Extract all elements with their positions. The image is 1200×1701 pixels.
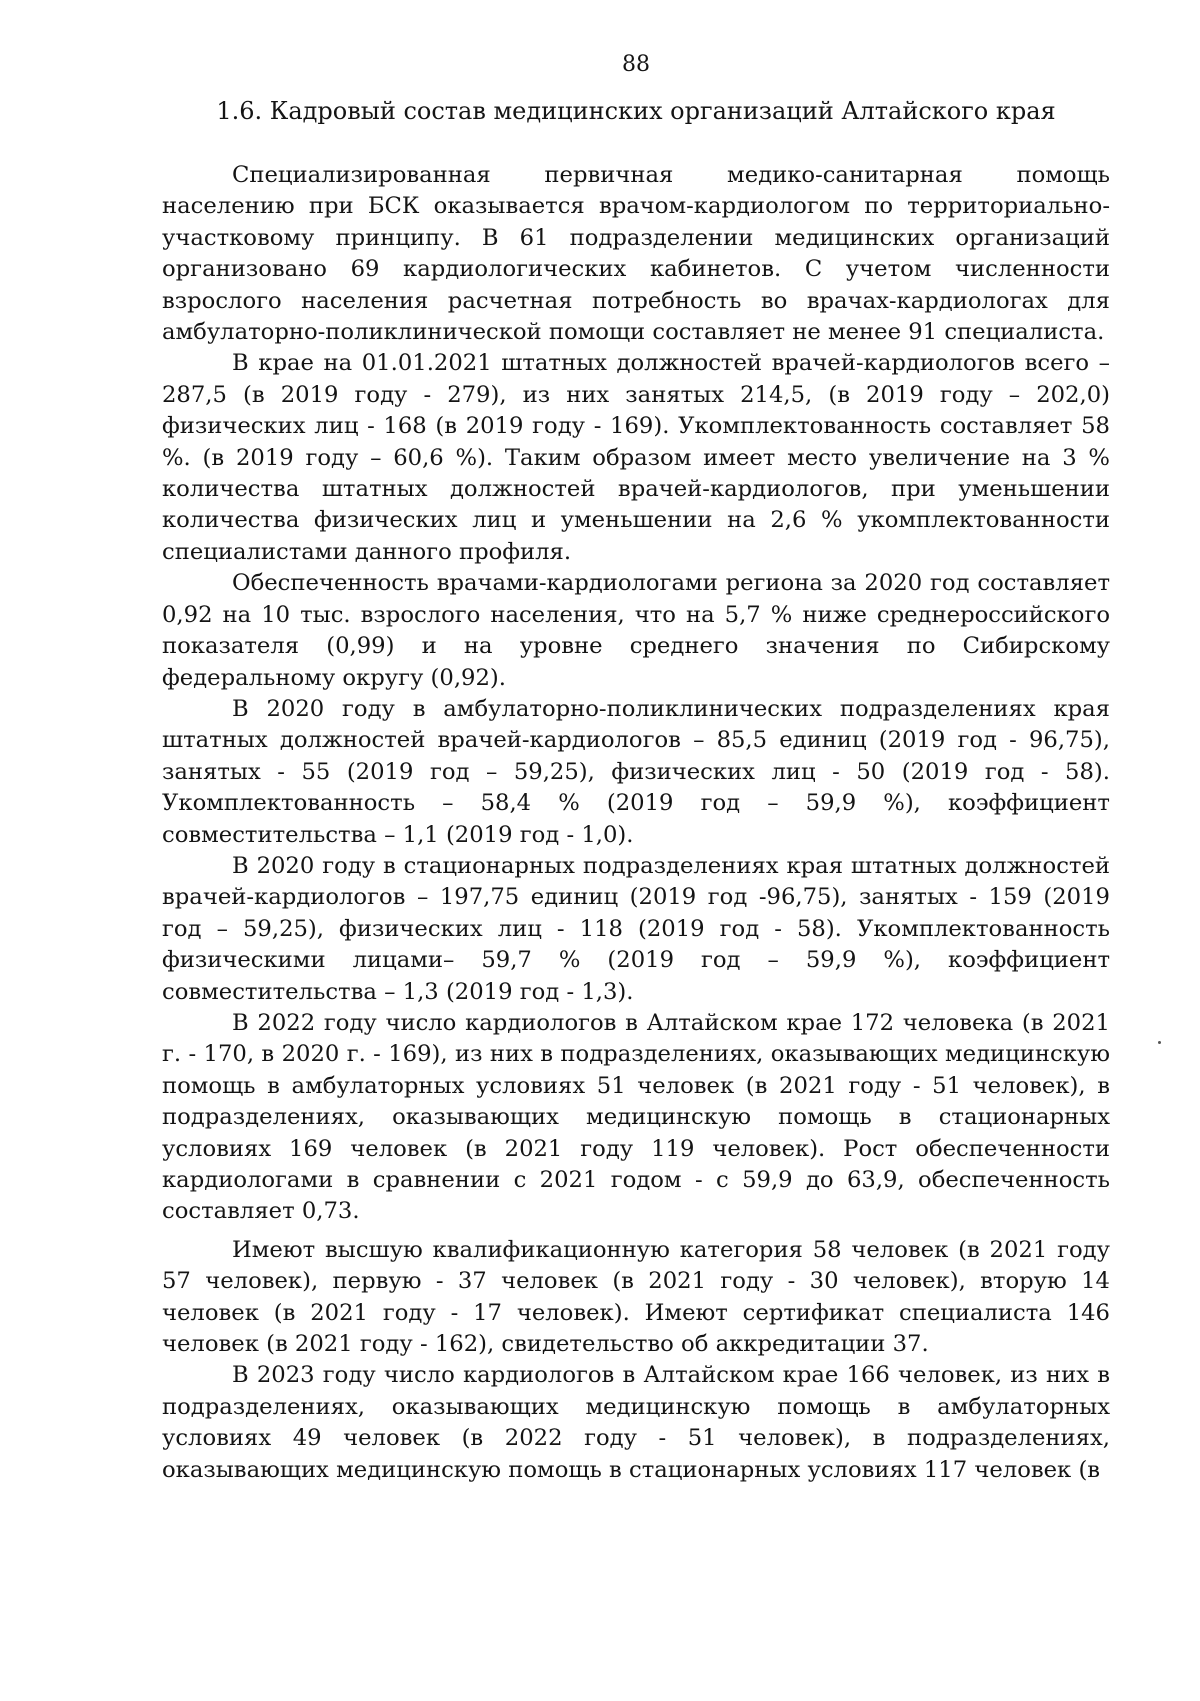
page-number: 88	[622, 52, 650, 77]
paragraph-cardiologists-2022: В 2022 году число кардиологов в Алтайском крае 172 человека (в 2021 г. - 170, в 2020 г. - 169), из них в подразделениях, оказывающих медицинскую помощь в амбулаторных условиях 51 человек (в 2021 году - 51 человек), в подразделениях, оказывающих медицинскую помощь в стационарных условиях 169 человек (в 2021 году 119 человек). Рост обеспеченности кардиологами в сравнении с 2021 годом - с 59,9 до 63,9, обеспеченность составляет 0,73.	[162, 1009, 1110, 1225]
section-title: 1.6. Кадровый состав медицинских организаций Алтайского края	[216, 97, 1056, 125]
paragraph-outpatient-2020: В 2020 году в амбулаторно-поликлинических подразделениях края штатных должностей врачей-кардиологов – 85,5 единиц (2019 год - 96,75), занятых - 55 (2019 год – 59,25), физических лиц - 50 (2019 год - 58). Укомплектованность – 58,4 % (2019 год – 59,9 %), коэффициент совместительства – 1,1 (2019 год - 1,0).	[162, 695, 1110, 848]
paragraph-qualification-categories: Имеют высшую квалификационную категория 58 человек (в 2021 году 57 человек), первую - 37 человек (в 2021 году - 30 человек), вторую 14 человек (в 2021 году - 17 человек). Имеют сертификат специалиста 146 человек (в 2021 году - 162), свидетельство об аккредитации 37.	[162, 1236, 1110, 1358]
paragraph-inpatient-2020: В 2020 году в стационарных подразделениях края штатных должностей врачей-кардиологов – 197,75 единиц (2019 год -96,75), занятых - 159 (2019 год – 59,25), физических лиц - 118 (2019 год - 58). Укомплектованность физическими лицами– 59,7 % (2019 год – 59,9 %), коэффициент совместительства – 1,3 (2019 год - 1,3).	[162, 852, 1110, 1005]
paragraph-cardiologists-2023: В 2023 году число кардиологов в Алтайском крае 166 человек, из них в подразделениях, оказывающих медицинскую помощь в амбулаторных условиях 49 человек (в 2022 году - 51 человек), в подразделениях, оказывающих медицинскую помощь в стационарных условиях 117 человек (в	[162, 1362, 1110, 1483]
scan-speck	[1158, 1041, 1161, 1044]
document-page	[162, 50, 1110, 1486]
paragraph-cardiologist-provision-2020: Обеспеченность врачами-кардиологами региона за 2020 год составляет 0,92 на 10 тыс. взрослого населения, что на 5,7 % ниже среднероссийского показателя (0,99) и на уровне среднего значения по Сибирскому федеральному округу (0,92).	[162, 570, 1110, 691]
paragraph-staff-positions-2021: В крае на 01.01.2021 штатных должностей врачей-кардиологов всего – 287,5 (в 2019 году - 279), из них занятых 214,5, (в 2019 году – 202,0) физических лиц - 168 (в 2019 году - 169). Укомплектованность составляет 58 %. (в 2019 году – 60,6 %). Таким образом имеет место увеличение на 3 % количества штатных должностей врачей-кардиологов, при уменьшении количества физических лиц и уменьшении на 2,6 % укомплектованности специалистами данного профиля.	[162, 350, 1110, 565]
paragraph-staffing-intro: Специализированная первичная медико-санитарная помощь населению при БСК оказывается врачом-кардиологом по территориально-участковому принципу. В 61 подразделении медицинских организаций организовано 69 кардиологических кабинетов. С учетом численности взрослого населения расчетная потребность во врачах-кардиологах для амбулаторно-поликлинической помощи составляет не менее 91 специалиста.	[162, 162, 1110, 346]
